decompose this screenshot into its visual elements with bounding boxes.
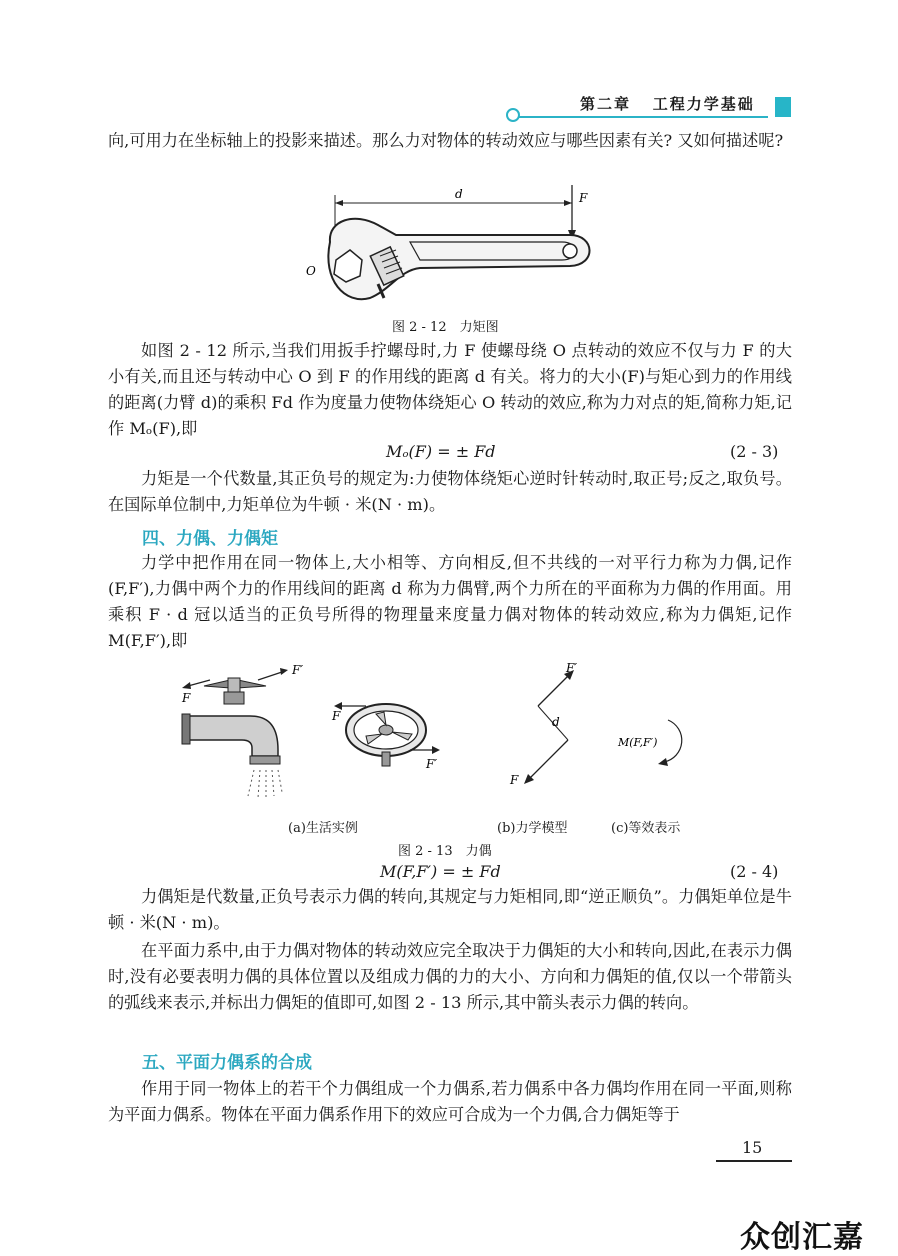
paragraph-moment-definition: 如图 2 - 12 所示,当我们用扳手拧螺母时,力 F 使螺母绕 O 点转动的效应不仅与力 F 的大小有关,而且还与转动中心 O 到 F 的作用线的距离 d 有关。将力的大小(F)与矩心到力的作用线的距离(力臂 d)的乘积 Fd 作为度量力使物体绕矩心 O 转动的效应,称为力对点的矩,简称力矩,记作 Mₒ(F),即 — [108, 341, 792, 438]
figure-2-13b-model — [500, 660, 600, 800]
equation-2-3-number: (2 - 3) — [730, 442, 779, 461]
label-O: O — [306, 264, 316, 278]
header-rule — [518, 116, 768, 118]
subcaption-b: (b)力学模型 — [497, 821, 568, 836]
header-circle-ornament — [506, 108, 520, 122]
paragraph-intro: 向,可用力在坐标轴上的投影来描述。那么力对物体的转动效应与哪些因素有关? 又如何描述呢? — [108, 131, 784, 150]
wheel-label-F: F — [332, 709, 341, 723]
figure-2-13-caption: 图 2 - 13 力偶 — [398, 844, 492, 859]
model-label-F: F — [510, 773, 519, 787]
subcaption-c: (c)等效表示 — [611, 821, 681, 836]
equation-2-4: M(F,F′) = ± Fd — [380, 862, 501, 881]
figure-2-12-caption: 图 2 - 12 力矩图 — [392, 320, 499, 335]
page-number-rule — [716, 1160, 792, 1162]
paragraph-couple-representation: 在平面力系中,由于力偶对物体的转动效应完全取决于力偶矩的大小和转向,因此,在表示力偶时,没有必要表明力偶的具体位置以及组成力偶的力的大小、方向和力偶矩的值,仅以一个带箭头的弧线来表示,并标出力偶矩的值即可,如图 2 - 13 所示,其中箭头表示力偶的转向。 — [108, 941, 792, 1012]
faucet-label-F: F — [182, 691, 191, 705]
equation-2-3: Mₒ(F) = ± Fd — [386, 442, 496, 461]
model-label-d: d — [552, 715, 560, 729]
paragraph-couple-definition: 力学中把作用在同一物体上,大小相等、方向相反,但不共线的一对平行力称为力偶,记作(F,F′),力偶中两个力的作用线间的距离 d 称为力偶臂,两个力所在的平面称为力偶的作用面。用乘积 F · d 冠以适当的正负号所得的物理量来度量力偶对物体的转动效应,称为力偶矩,记作 M(F,F′),即 — [108, 553, 792, 650]
figure-2-13a-faucet — [170, 658, 310, 808]
section-heading-composition: 五、平面力偶系的合成 — [142, 1053, 312, 1073]
force-F-line — [528, 740, 568, 780]
paragraph-couple-sign: 力偶矩是代数量,正负号表示力偶的转向,其规定与力矩相同,即“逆正顺负”。力偶矩单位是牛顿 · 米(N · m)。 — [108, 887, 792, 932]
equation-2-4-number: (2 - 4) — [730, 862, 779, 881]
subcaption-a: (a)生活实例 — [288, 821, 358, 836]
watermark-logo: 众创汇嘉 — [740, 1220, 864, 1255]
figure-2-13c-equivalent — [614, 712, 694, 772]
label-F: F — [579, 191, 588, 205]
section-heading-couple: 四、力偶、力偶矩 — [142, 529, 278, 549]
force-Fp-line — [538, 674, 570, 706]
page-number: 15 — [742, 1138, 763, 1157]
wheel-label-Fp: F′ — [426, 757, 438, 771]
faucet-label-Fp: F′ — [292, 663, 304, 677]
chapter-number: 第二章 — [580, 95, 632, 113]
figure-2-12-wrench — [300, 180, 600, 308]
chapter-header — [580, 93, 755, 114]
header-square-ornament — [775, 97, 791, 117]
paragraph-moment-sign: 力矩是一个代数量,其正负号的规定为:力使物体绕矩心逆时针转动时,取正号;反之,取负号。在国际单位制中,力矩单位为牛顿 · 米(N · m)。 — [108, 469, 792, 514]
paragraph-couple-system: 作用于同一物体上的若干个力偶组成一个力偶系,若力偶系中各力偶均作用在同一平面,则称为平面力偶系。物体在平面力偶系作用下的效应可合成为一个力偶,合力偶矩等于 — [108, 1079, 792, 1124]
couple-arc — [664, 720, 682, 762]
model-label-Fp: F′ — [566, 661, 578, 675]
equiv-label-M: M(F,F′) — [618, 736, 658, 749]
chapter-title: 工程力学基础 — [652, 95, 755, 113]
label-d: d — [455, 187, 463, 201]
figure-2-13a-handwheel — [326, 688, 456, 788]
wrench-body — [328, 219, 589, 299]
